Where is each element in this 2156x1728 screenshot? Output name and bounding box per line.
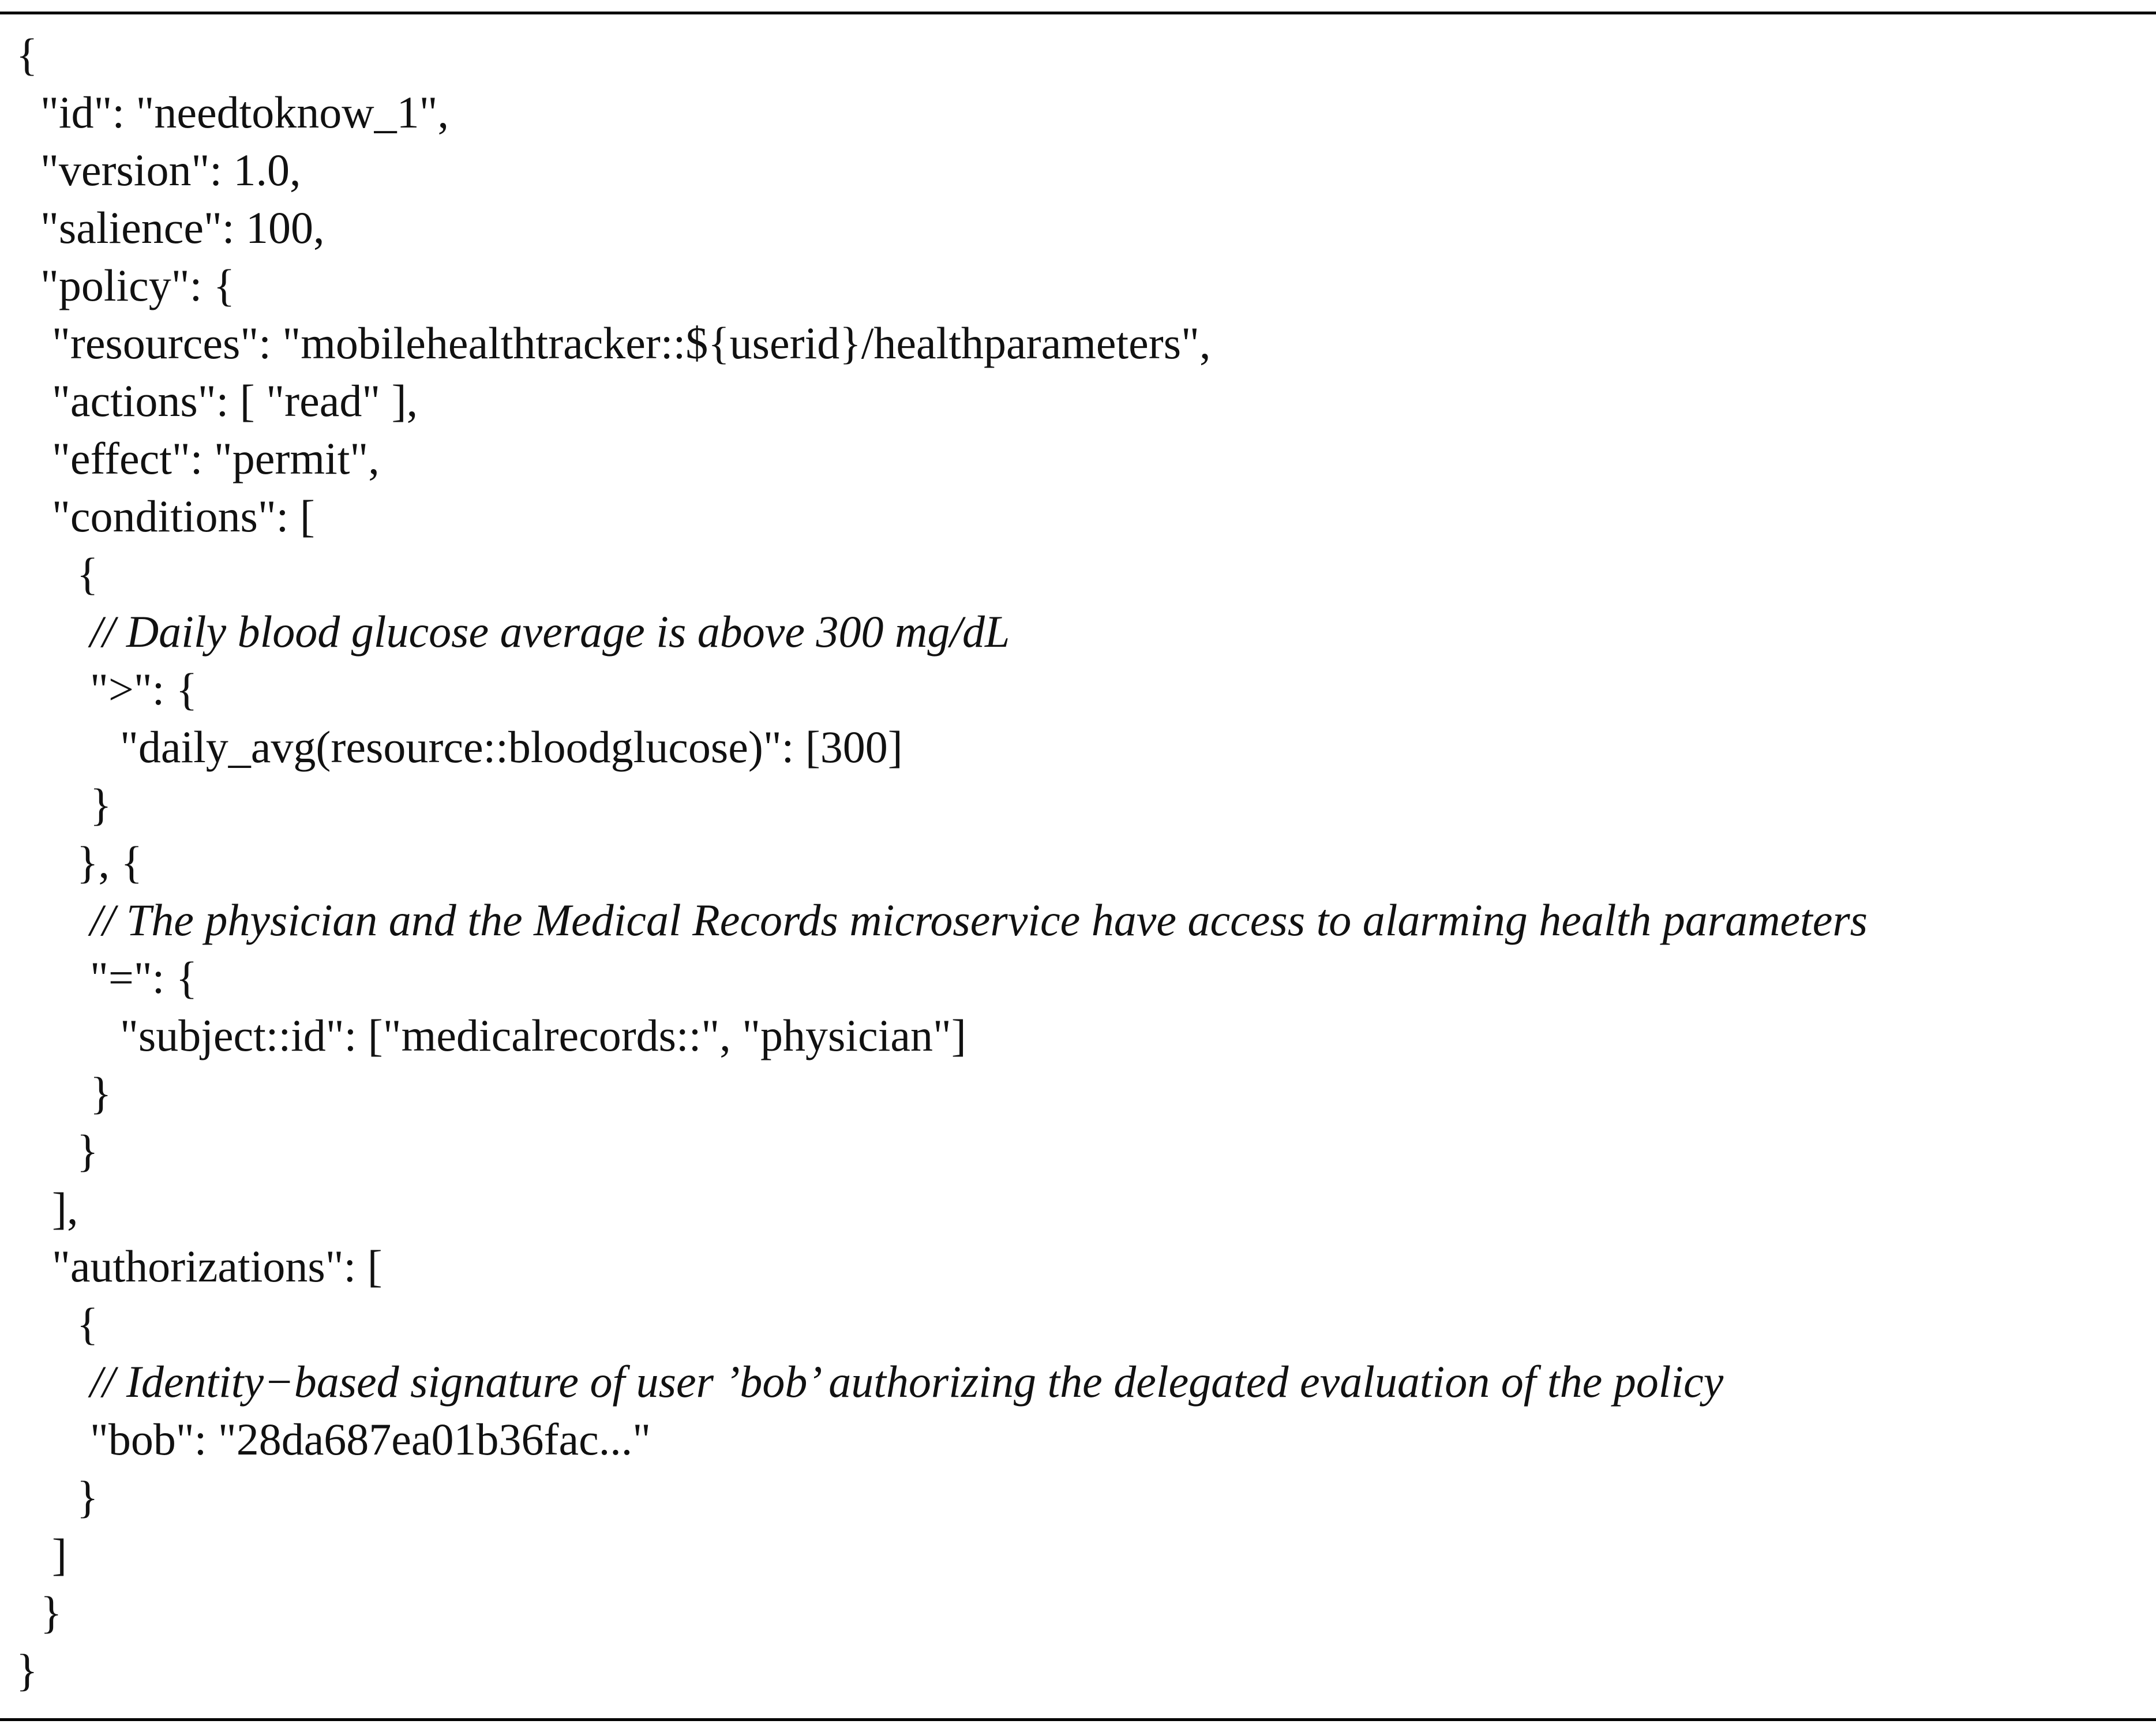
code-line: ">": { <box>90 664 198 714</box>
code-line: } <box>90 779 112 830</box>
code-line: "policy": { <box>40 260 235 310</box>
code-line: } <box>40 1587 62 1637</box>
code-line: "version": 1.0, <box>40 145 301 195</box>
code-line: } <box>16 1645 38 1695</box>
code-line: "conditions": [ <box>52 491 315 541</box>
code-line: "resources": "mobilehealthtracker::${userid}/healthparameters", <box>52 318 1211 368</box>
code-comment-line: // Daily blood glucose average is above 300 mg/dL <box>90 606 1010 657</box>
code-line: "effect": "permit", <box>52 433 380 483</box>
code-line: "=": { <box>90 953 198 1003</box>
json-policy-listing <box>16 26 2139 1699</box>
code-line: "id": "needtoknow_1", <box>40 87 449 137</box>
code-line: } <box>90 1068 112 1118</box>
code-line: "bob": "28da687ea01b36fac..." <box>90 1414 651 1464</box>
code-line: { <box>16 29 38 80</box>
code-line: "salience": 100, <box>40 203 325 253</box>
code-line: { <box>77 549 99 599</box>
code-comment-line: // The physician and the Medical Records microservice have access to alarming health parameters <box>90 895 1868 945</box>
bottom-rule <box>0 1718 2156 1721</box>
code-line: }, { <box>77 837 143 887</box>
code-line: "actions": [ "read" ], <box>52 376 418 426</box>
code-line: "subject::id": ["medicalrecords::", "physician"] <box>120 1010 966 1060</box>
code-line: "authorizations": [ <box>52 1241 383 1291</box>
code-line: ] <box>52 1530 67 1580</box>
code-line: { <box>77 1299 99 1349</box>
top-rule <box>0 12 2156 14</box>
code-line: } <box>77 1472 99 1522</box>
code-line: "daily_avg(resource::bloodglucose)": [300] <box>120 722 903 772</box>
code-comment-line: // Identity−based signature of user ’bob’ authorizing the delegated evaluation of the policy <box>90 1356 1724 1407</box>
code-line: } <box>77 1126 99 1176</box>
code-line: ], <box>52 1183 78 1234</box>
